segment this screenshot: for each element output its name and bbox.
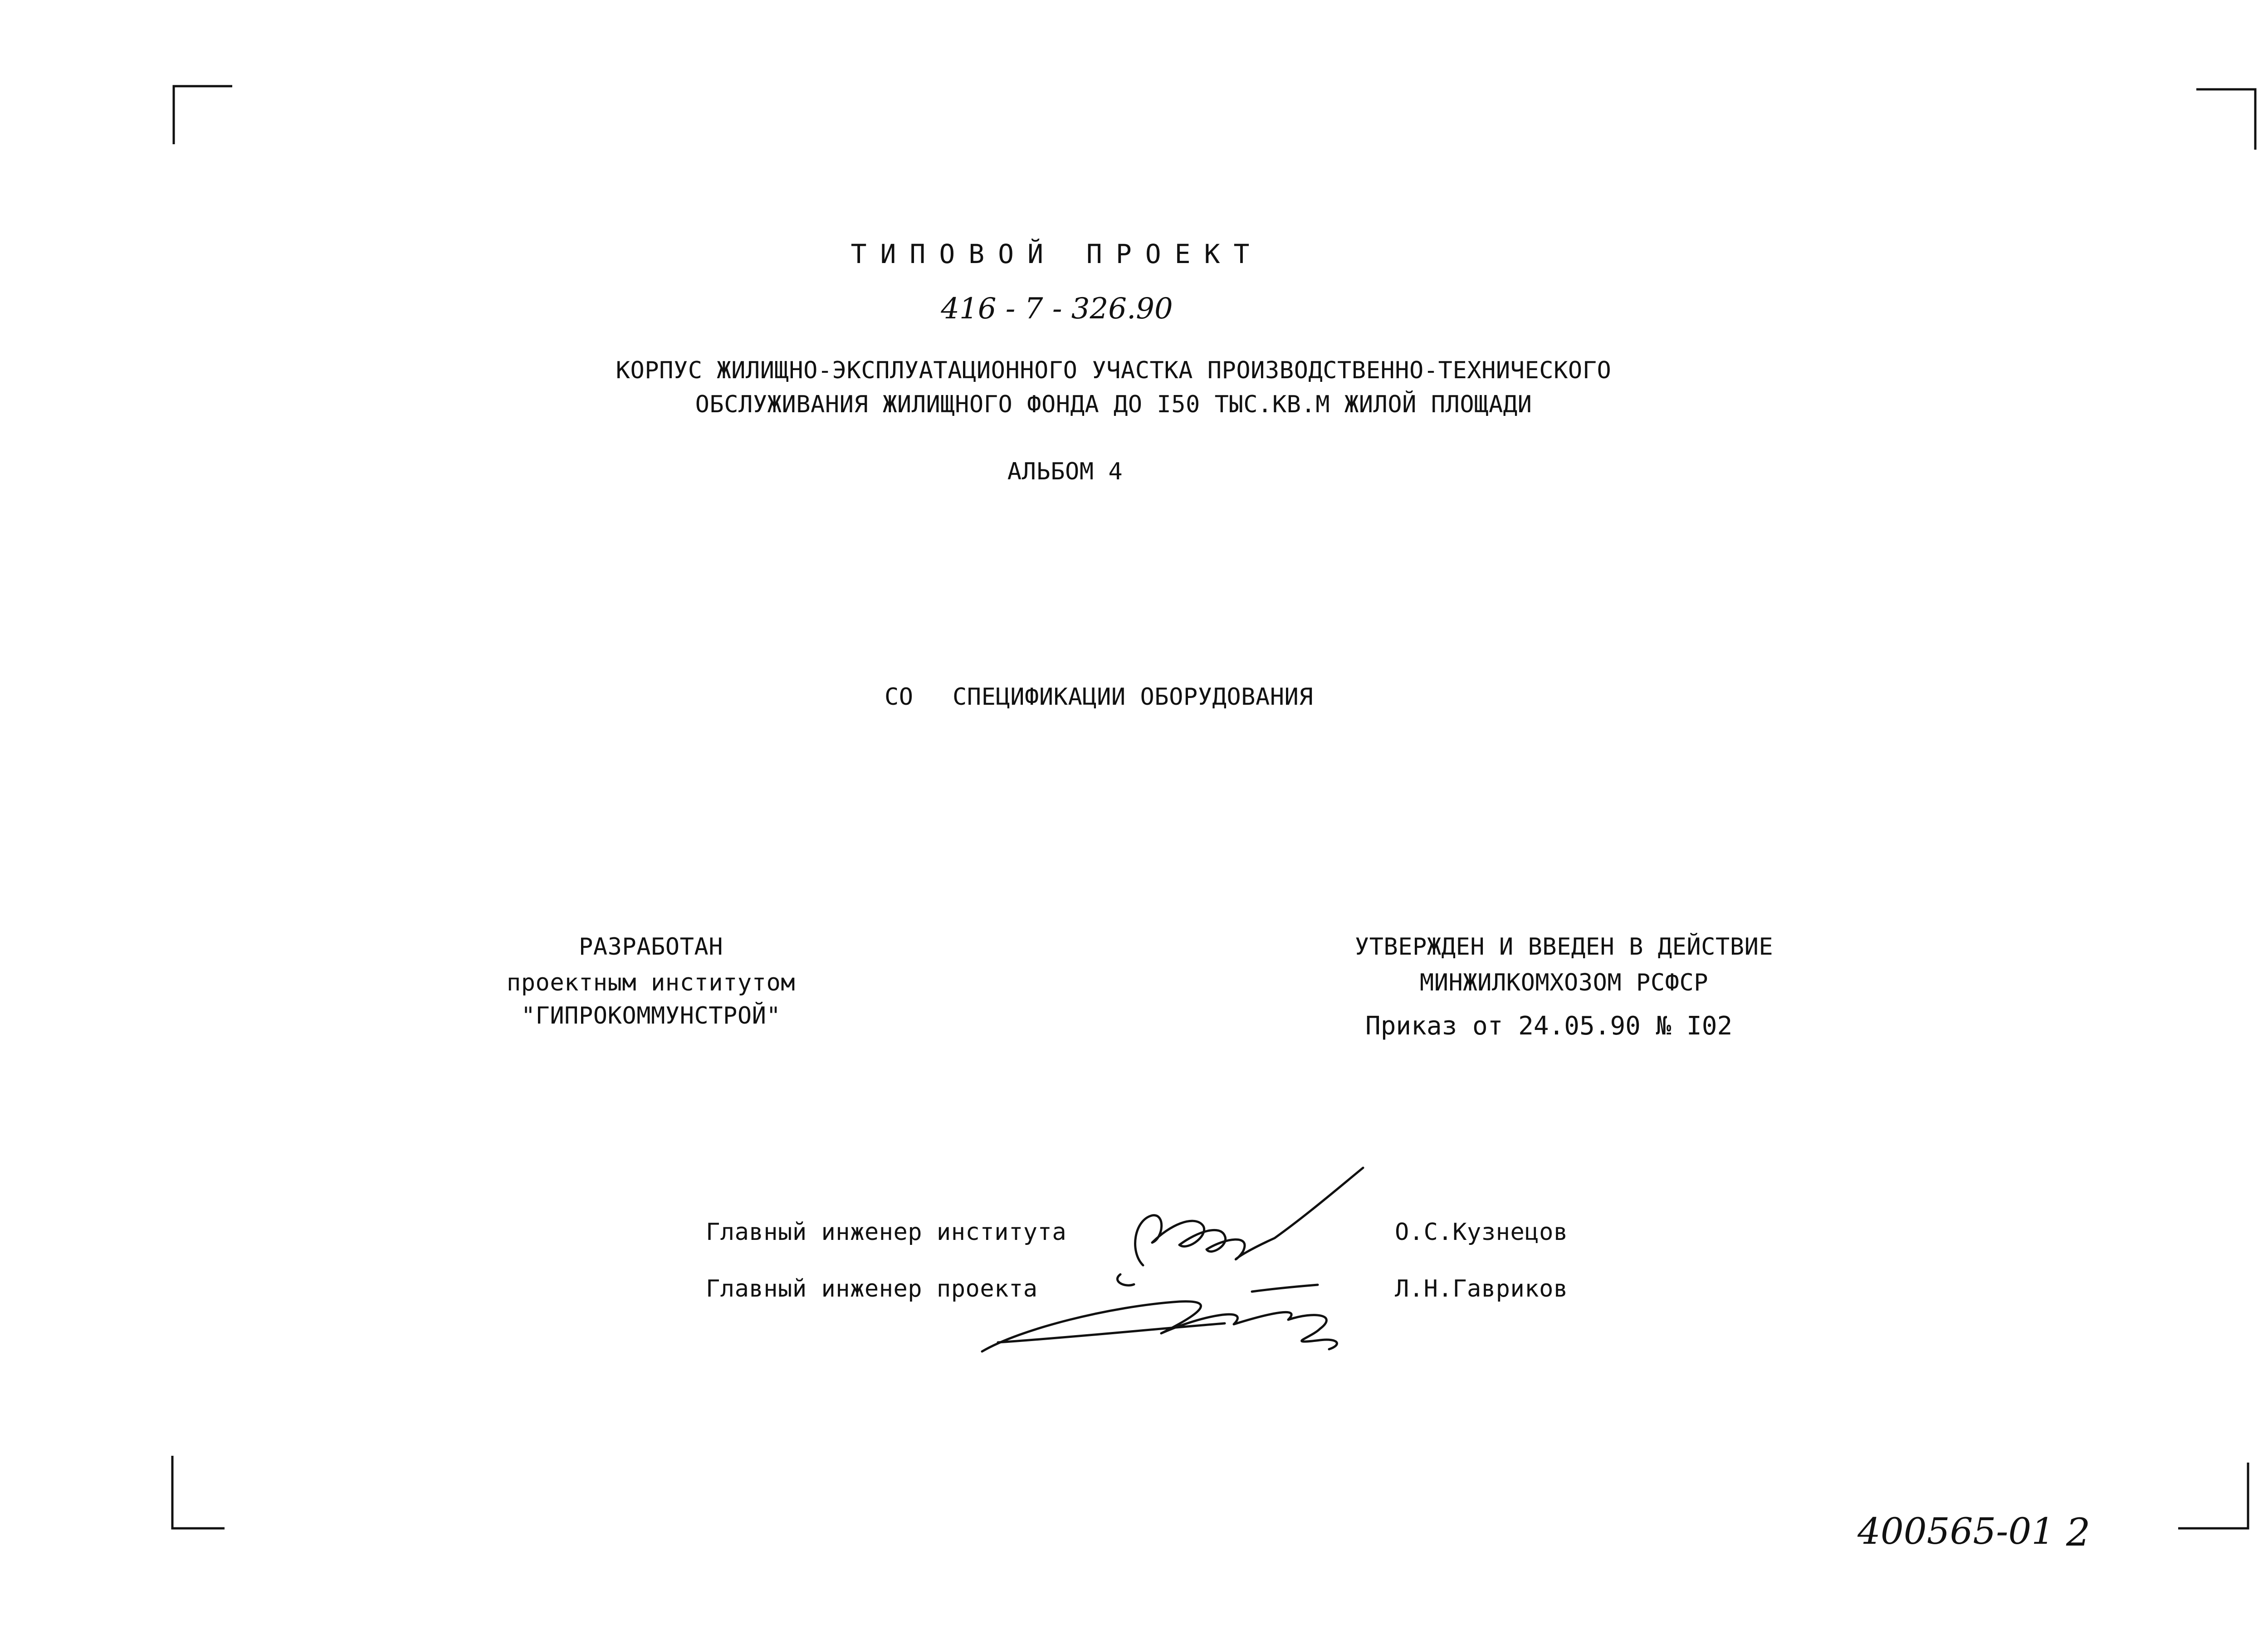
approval-authority: МИНЖИЛКОМХОЗОМ РСФСР (1419, 969, 1709, 996)
project-number: 416 - 7 - 326.90 (941, 292, 1173, 326)
approval-order: Приказ от 24.05.90 № I02 (1365, 1011, 1733, 1041)
signatory-name-2: Л.Н.Гавриков (1395, 1275, 1568, 1302)
document-title: ТИПОВОЙ ПРОЕКТ (850, 239, 1263, 269)
sheet-number: 2 (2066, 1510, 2091, 1555)
section-name: СПЕЦИФИКАЦИИ ОБОРУДОВАНИЯ (953, 683, 1314, 711)
section-code: СО (885, 683, 914, 711)
signatory-name-1: О.С.Кузнецов (1395, 1219, 1568, 1246)
signatory-role-1: Главный инженер института (706, 1219, 1067, 1246)
album-label: АЛЬБОМ 4 (1007, 458, 1123, 485)
subject-line-1: КОРПУС ЖИЛИЩНО-ЭКСПЛУАТАЦИОННОГО УЧАСТКА ПРОИЗВОДСТВЕННО-ТЕХНИЧЕСКОГО (616, 357, 1612, 384)
signatory-role-2: Главный инженер проекта (706, 1275, 1038, 1302)
developed-heading: РАЗРАБОТАН (578, 933, 723, 961)
approval-heading: УТВЕРЖДЕН И ВВЕДЕН В ДЕЙСТВИЕ (1354, 933, 1774, 961)
inventory-number: 400565-01 (1857, 1510, 2055, 1552)
developed-institute-label: проектным институтом (506, 969, 796, 996)
institute-name: "ГИПРОКОММУНСТРОЙ" (521, 1002, 781, 1029)
signature-chief-engineer-project (982, 1274, 1337, 1351)
signature-chief-engineer-institute (1135, 1168, 1363, 1265)
subject-line-2: ОБСЛУЖИВАНИЯ ЖИЛИЩНОГО ФОНДА ДО I50 ТЫС.КВ.М ЖИЛОЙ ПЛОЩАДИ (695, 391, 1532, 418)
